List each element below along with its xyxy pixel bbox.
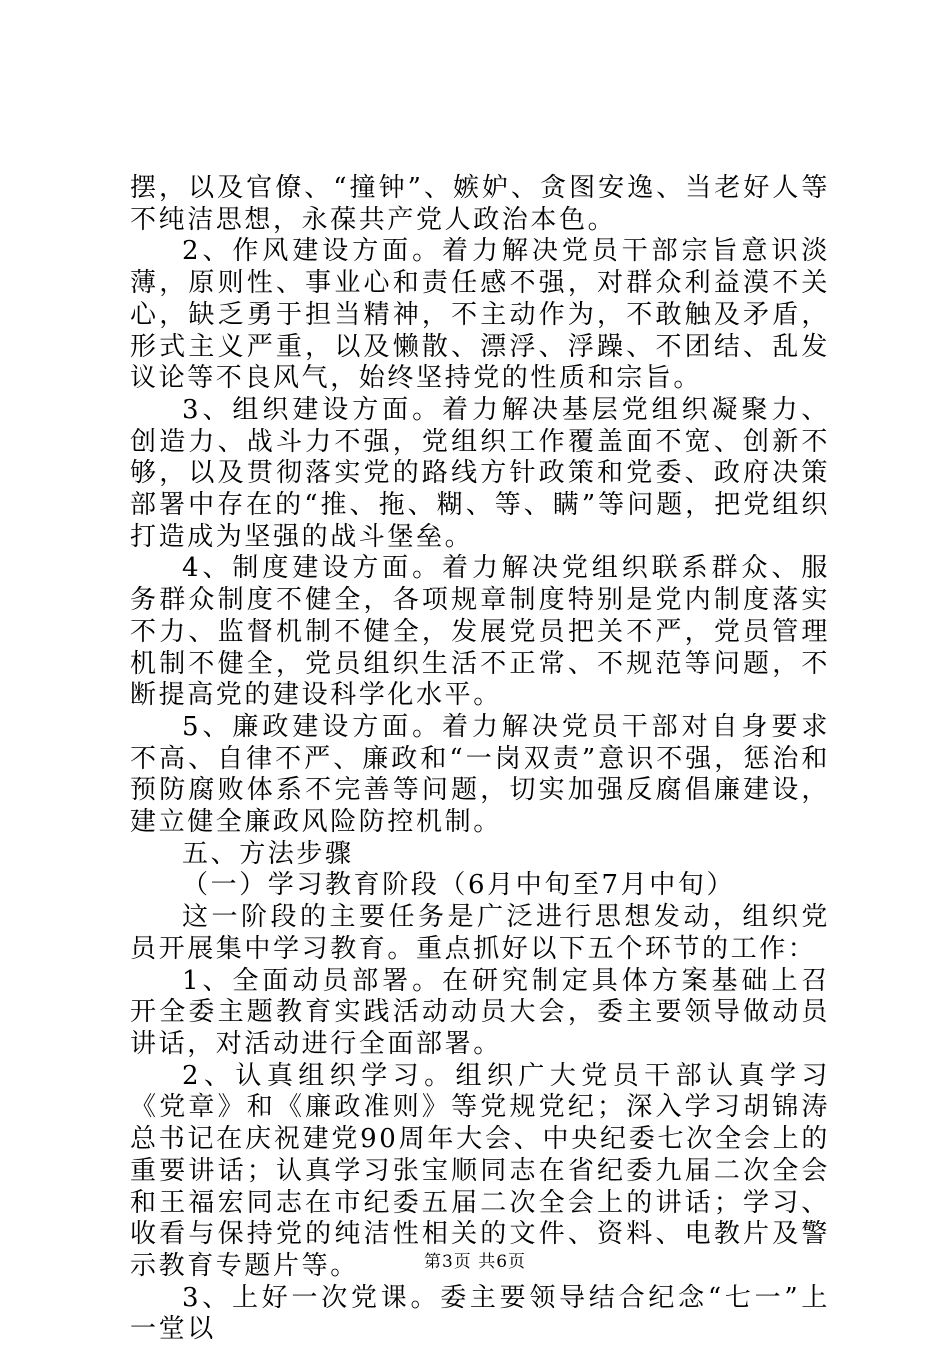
paragraph-mobilization: 1、全面动员部署。在研究制定具体方案基础上召开全委主题教育实践活动动员大会，委主要领导做动员讲话，对活动进行全面部署。 [130, 965, 830, 1059]
paragraph-organize-study: 2、认真组织学习。组织广大党员干部认真学习《党章》和《廉政准则》等党规党纪；深入学习胡锦涛总书记在庆祝建党90周年大会、中央纪委七次全会上的重要讲话；认真学习张宝顺同志在省纪委九届二次全会和王福宏同志在市纪委五届二次全会上的讲话；学习、收看与保持党的纯洁性相关的文件、资料、电教片及警示教育专题片等。 [130, 1060, 830, 1281]
document-body [130, 173, 830, 1346]
paragraph-phase-task: 这一阶段的主要任务是广泛进行思想发动，组织党员开展集中学习教育。重点抓好以下五个环节的工作： [130, 902, 830, 964]
paragraph-party-lecture: 3、上好一次党课。委主要领导结合纪念“七一”上一堂以 [130, 1282, 830, 1345]
paragraph-integrity-building: 5、廉政建设方面。着力解决党员干部对自身要求不高、自律不严、廉政和“一岗双责”意识不强，惩治和预防腐败体系不完善等问题，切实加强反腐倡廉建设，建立健全廉政风险防控机制。 [130, 711, 830, 838]
section-heading-methods: 五、方法步骤 [182, 838, 354, 869]
paragraph-system-building: 4、制度建设方面。着力解决党组织联系群众、服务群众制度不健全，各项规章制度特别是党内制度落实不力、监督机制不健全，发展党员把关不严，党员管理机制不健全，党员组织生活不正常、不规范等问题，不断提高党的建设科学化水平。 [130, 553, 830, 711]
subsection-heading-study-phase: （一）学习教育阶段（6月中旬至7月中旬） [182, 870, 736, 901]
paragraph-continuation: 摆，以及官僚、“撞钟”、嫉妒、贪图安逸、当老好人等不纯洁思想，永葆共产党人政治本色。 [130, 173, 830, 235]
paragraph-style-building: 2、作风建设方面。着力解决党员干部宗旨意识淡薄，原则性、事业心和责任感不强，对群众利益漠不关心，缺乏勇于担当精神，不主动作为，不敢触及矛盾，形式主义严重，以及懒散、漂浮、浮躁、不团结、乱发议论等不良风气，始终坚持党的性质和宗旨。 [130, 236, 830, 394]
paragraph-organization-building: 3、组织建设方面。着力解决基层党组织凝聚力、创造力、战斗力不强，党组织工作覆盖面不宽、创新不够，以及贯彻落实党的路线方针政策和党委、政府决策部署中存在的“推、拖、糊、等、瞒”等问题，把党组织打造成为坚强的战斗堡垒。 [130, 394, 830, 552]
page-number-footer: 第3页 共6页 [423, 1252, 527, 1272]
